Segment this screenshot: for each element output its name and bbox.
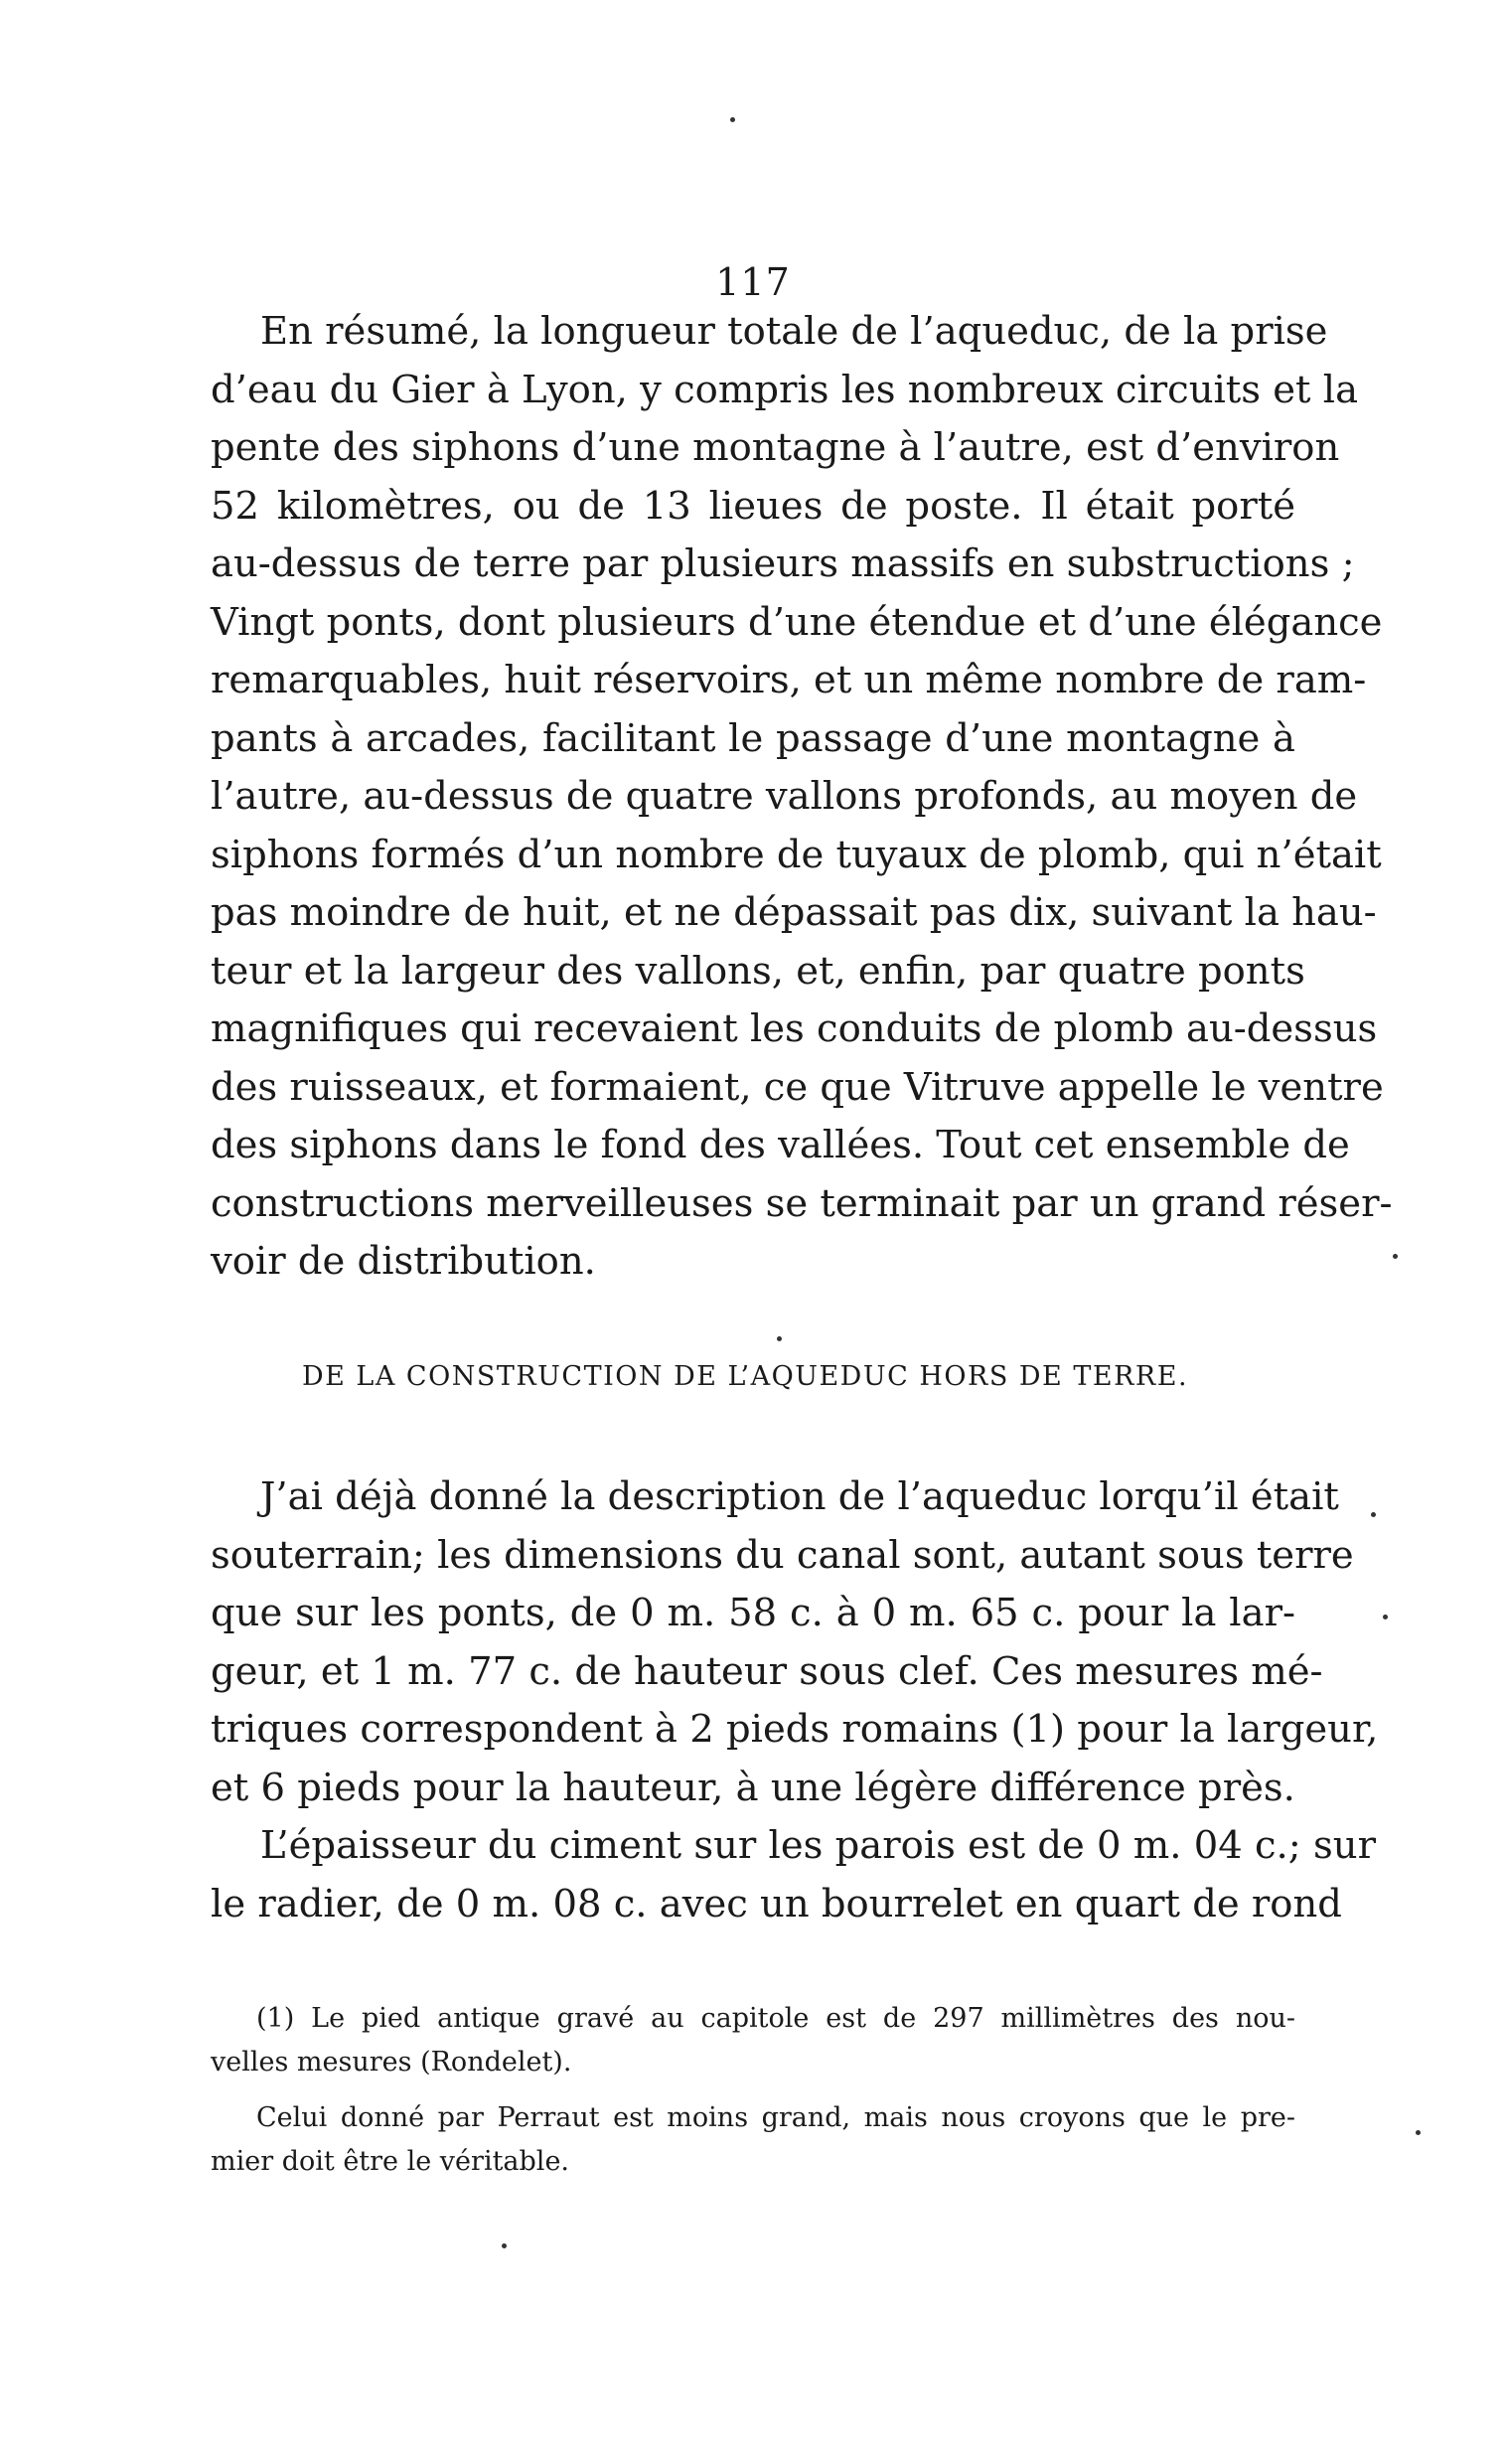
footnote-2 — [211, 2096, 1295, 2184]
text-line: pente des siphons d’une montagne à l’autre, est d’environ — [211, 425, 1340, 470]
paragraph-summary — [211, 303, 1393, 1292]
footnote-line: (1) Le pied antique gravé au capitole est de 297 millimètres des nou- — [256, 2003, 1295, 2034]
page-number: 117 — [715, 260, 791, 304]
text-line: voir de distribution. — [211, 1239, 596, 1284]
text-line: des ruisseaux, et formaient, ce que Vitruve appelle le ventre — [211, 1064, 1384, 1110]
text-line: 52 kilomètres, ou de 13 lieues de poste. Il était porté — [211, 483, 1295, 529]
text-line: pas moindre de huit, et ne dépassait pas dix, suivant la hau- — [211, 890, 1377, 935]
scan-speck — [502, 2243, 507, 2248]
text-line: magnifiques qui recevaient les conduits de plomb au-dessus — [211, 1006, 1378, 1051]
text-line: Vingt ponts, dont plusieurs d’une étendue et d’une élégance — [211, 599, 1383, 645]
scan-speck — [1371, 1512, 1376, 1517]
text-line: au-dessus de terre par plusieurs massifs en substructions ; — [211, 541, 1355, 586]
text-line: geur, et 1 m. 77 c. de hauteur sous clef. Ces mesures mé- — [211, 1648, 1323, 1694]
paragraph-thickness — [211, 1817, 1376, 1933]
text-line: des siphons dans le fond des vallées. Tout cet ensemble de — [211, 1123, 1350, 1167]
text-line: le radier, de 0 m. 08 c. avec un bourrelet en quart de rond — [211, 1881, 1342, 1926]
scan-speck — [730, 117, 735, 122]
scan-speck — [1383, 1615, 1388, 1619]
footnote-line: velles mesures (Rondelet). — [211, 2047, 572, 2078]
text-line: J’ai déjà donné la description de l’aqueduc lorqu’il était — [260, 1474, 1339, 1519]
footnote-line: mier doit être le véritable. — [211, 2146, 570, 2177]
text-line: remarquables, huit réservoirs, et un même nombre de ram- — [211, 658, 1367, 702]
text-line: d’eau du Gier à Lyon, y compris les nombreux circuits et la — [211, 367, 1359, 412]
text-line: triques correspondent à 2 pieds romains (1) pour la largeur, — [211, 1707, 1379, 1752]
text-line: constructions merveilleuses se terminait par un grand réser- — [211, 1180, 1393, 1226]
text-line: teur et la largeur des vallons, et, enfin, par quatre ponts — [211, 948, 1305, 994]
scan-speck — [1393, 1254, 1398, 1259]
text-line: l’autre, au-dessus de quatre vallons profonds, au moyen de — [211, 774, 1358, 819]
text-line: et 6 pieds pour la hauteur, à une légère différence près. — [211, 1765, 1295, 1810]
text-line: L’épaisseur du ciment sur les parois est de 0 m. 04 c.; sur — [260, 1823, 1376, 1868]
footnote-1 — [211, 1997, 1295, 2084]
footnote-line: Celui donné par Perraut est moins grand, mais nous croyons que le pre- — [256, 2102, 1295, 2133]
scan-speck — [1416, 2130, 1421, 2135]
scan-speck — [777, 1336, 782, 1341]
section-heading: DE LA CONSTRUCTION DE L’AQUEDUC HORS DE TERRE. — [301, 1361, 1189, 1392]
paragraph-description — [211, 1468, 1379, 1817]
text-line: En résumé, la longueur totale de l’aqueduc, de la prise — [260, 309, 1328, 354]
text-line: siphons formés d’un nombre de tuyaux de plomb, qui n’était — [211, 832, 1382, 877]
text-line: que sur les ponts, de 0 m. 58 c. à 0 m. 65 c. pour la lar- — [211, 1591, 1295, 1635]
text-line: pants à arcades, facilitant le passage d’une montagne à — [211, 715, 1295, 761]
text-line: souterrain; les dimensions du canal sont, autant sous terre — [211, 1532, 1354, 1578]
